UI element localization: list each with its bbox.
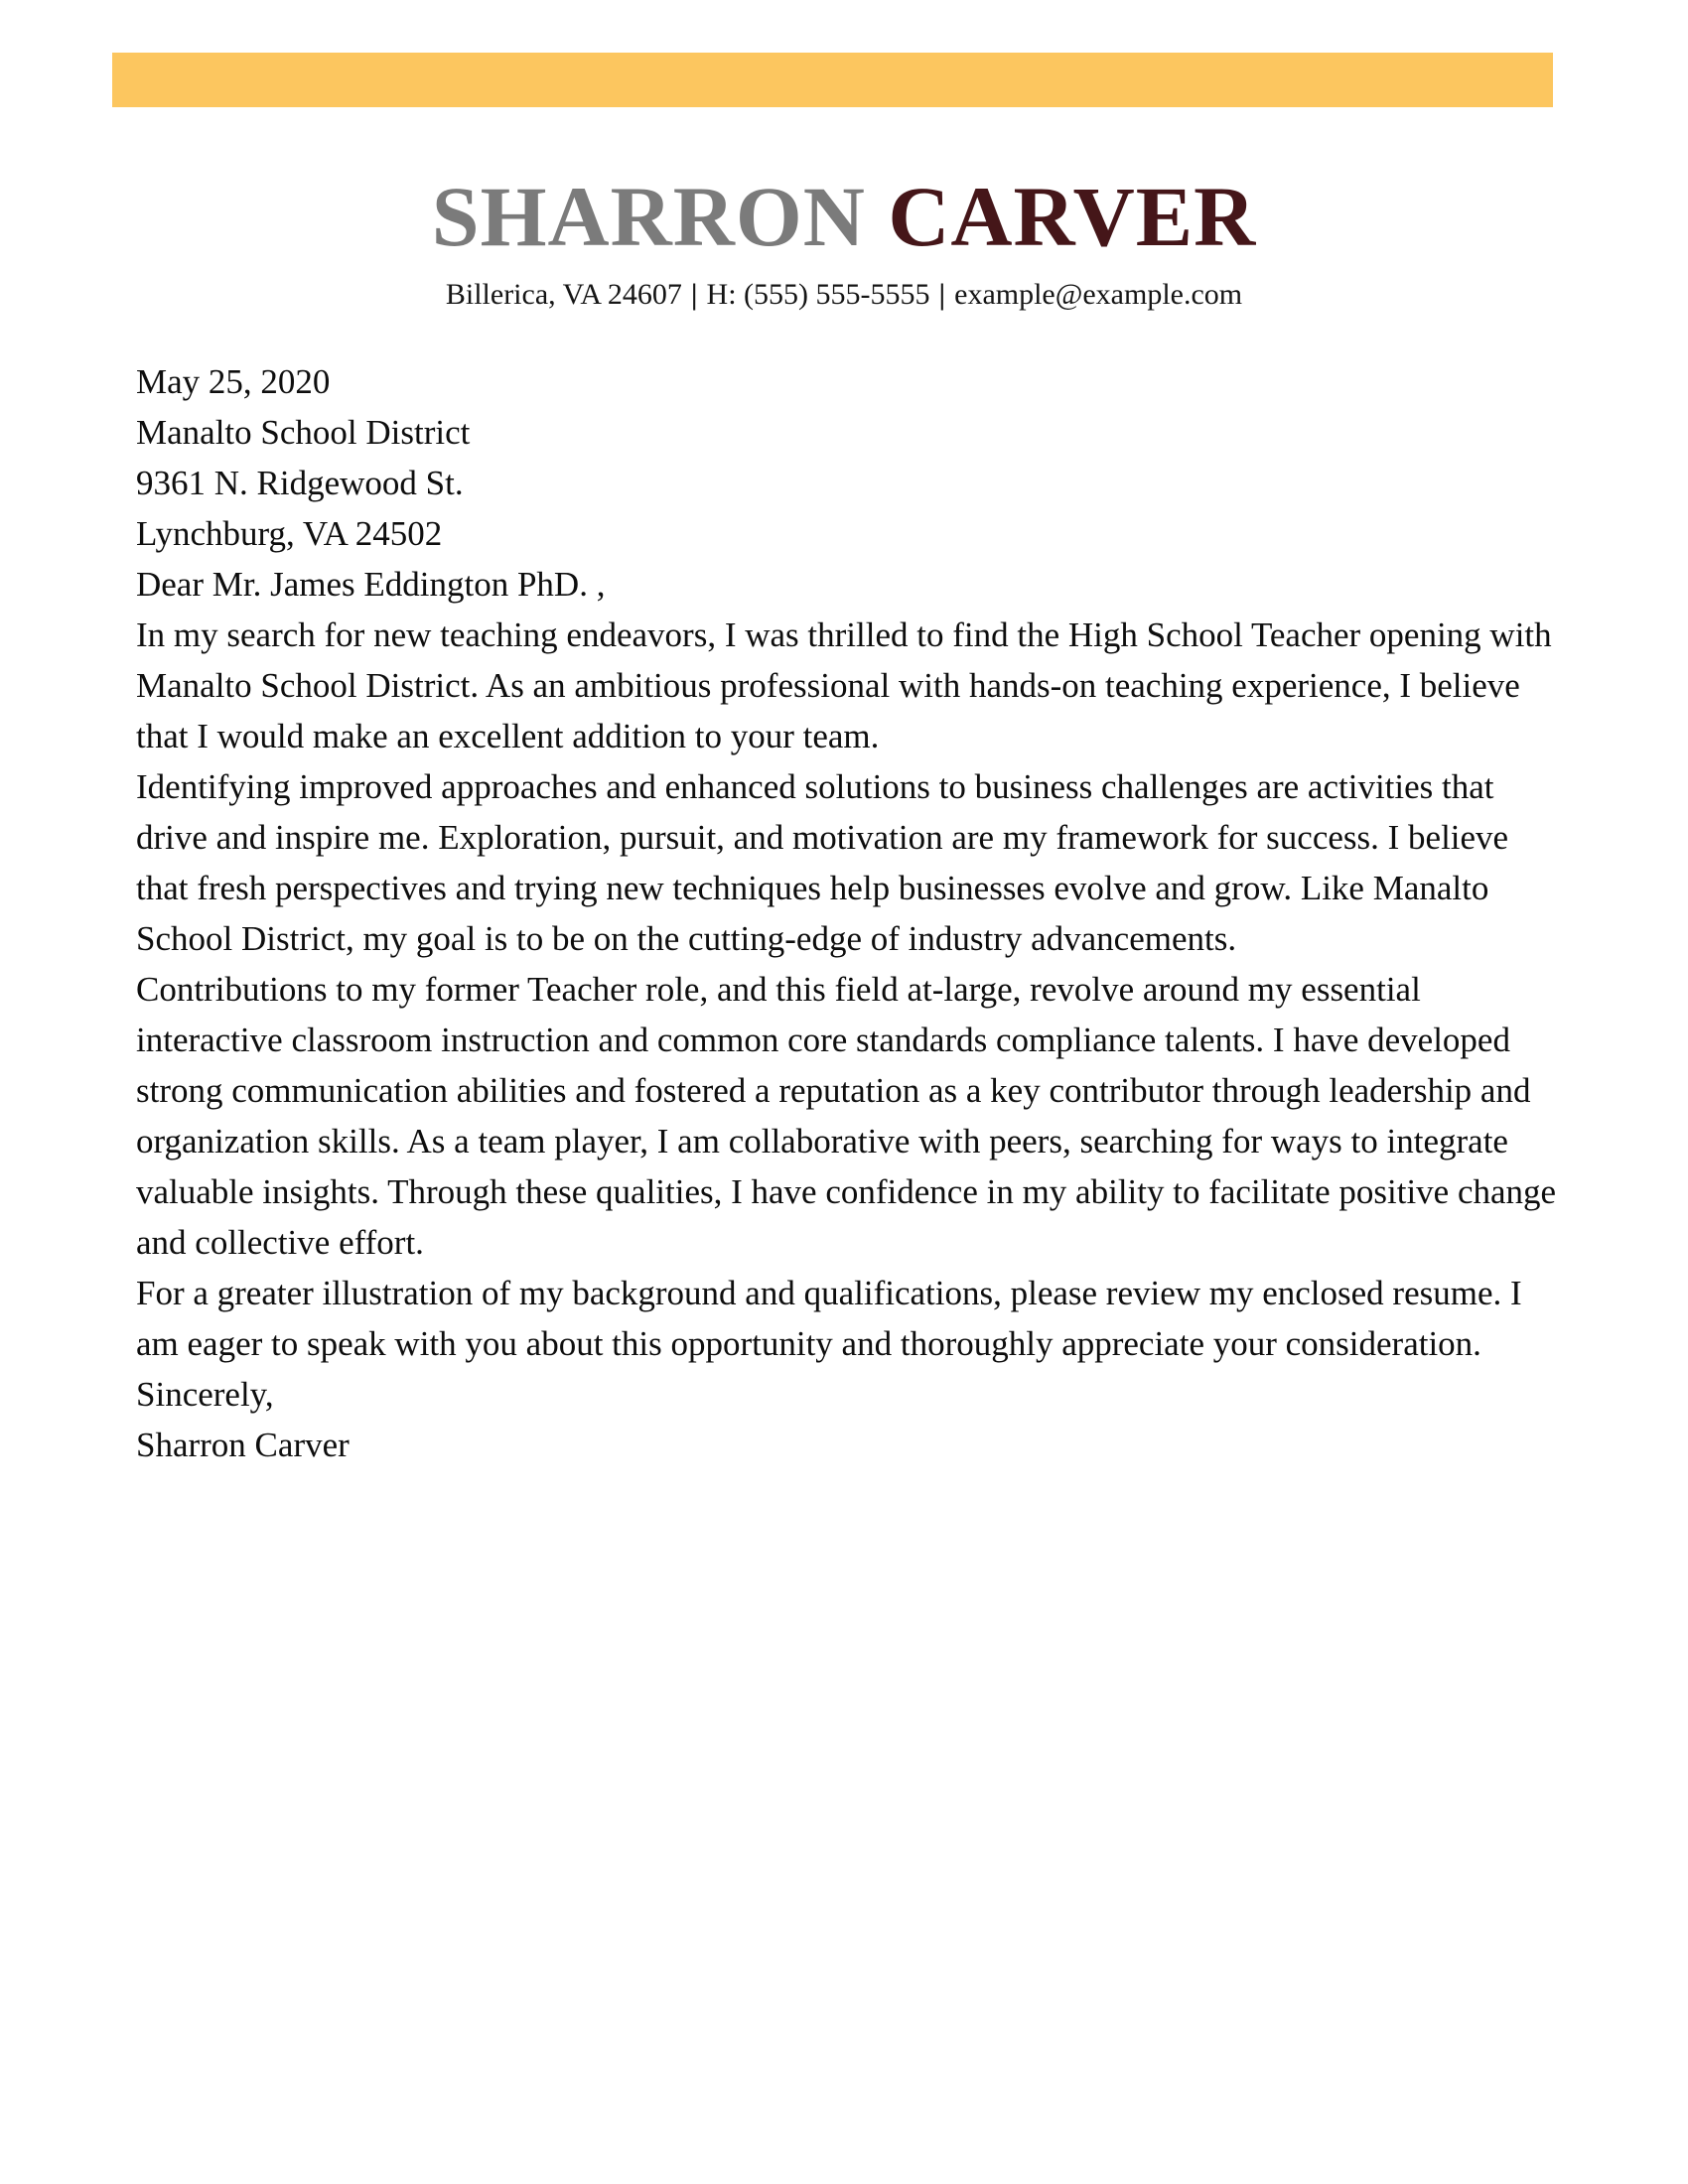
contact-phone: H: (555) 555-5555 — [706, 278, 930, 311]
recipient-name: Manalto School District — [136, 413, 471, 452]
candidate-name — [0, 169, 1688, 264]
letter-date: May 25, 2020 — [136, 362, 331, 401]
letter-body — [136, 356, 1557, 1470]
address-line-1: 9361 N. Ridgewood St. — [136, 464, 464, 502]
contact-separator: | — [690, 278, 698, 311]
body-paragraph-1: In my search for new teaching endeavors, I was thrilled to find the High School Teacher opening with Manalto School District. As an ambitious professional with hands-on teaching experience, I believe that I would make an excellent addition to your team. — [136, 615, 1552, 755]
signature-name: Sharron Carver — [136, 1426, 350, 1464]
contact-line — [0, 278, 1688, 312]
body-paragraph-4: For a greater illustration of my background and qualifications, please review my enclosed resume. I am eager to speak with you about this opportunity and thoroughly appreciate your consideration. — [136, 1274, 1522, 1363]
body-paragraph-2: Identifying improved approaches and enhanced solutions to business challenges are activities that drive and inspire me. Exploration, pursuit, and motivation are my framework for success. I believe that fresh perspectives and trying new techniques help businesses evolve and grow. Like Manalto School District, my goal is to be on the cutting-edge of industry advancements. — [136, 767, 1509, 958]
closing: Sincerely, — [136, 1375, 274, 1414]
candidate-last-name: CARVER — [888, 169, 1257, 264]
contact-email: example@example.com — [954, 278, 1243, 311]
contact-separator: | — [938, 278, 946, 311]
letter-header — [0, 0, 1688, 312]
body-paragraph-3: Contributions to my former Teacher role, and this field at-large, revolve around my essential interactive classroom instruction and common core standards compliance talents. I have developed strong communication abilities and fostered a reputation as a key contributor through leadership and organization skills. As a team player, I am collaborative with peers, searching for ways to integrate valuable insights. Through these qualities, I have confidence in my ability to facilitate positive change and collective effort. — [136, 970, 1557, 1262]
salutation: Dear Mr. James Eddington PhD. , — [136, 565, 606, 604]
recipient-address — [136, 458, 1557, 559]
address-line-2: Lynchburg, VA 24502 — [136, 514, 443, 553]
contact-location: Billerica, VA 24607 — [445, 278, 682, 311]
candidate-first-name: SHARRON — [431, 169, 866, 264]
